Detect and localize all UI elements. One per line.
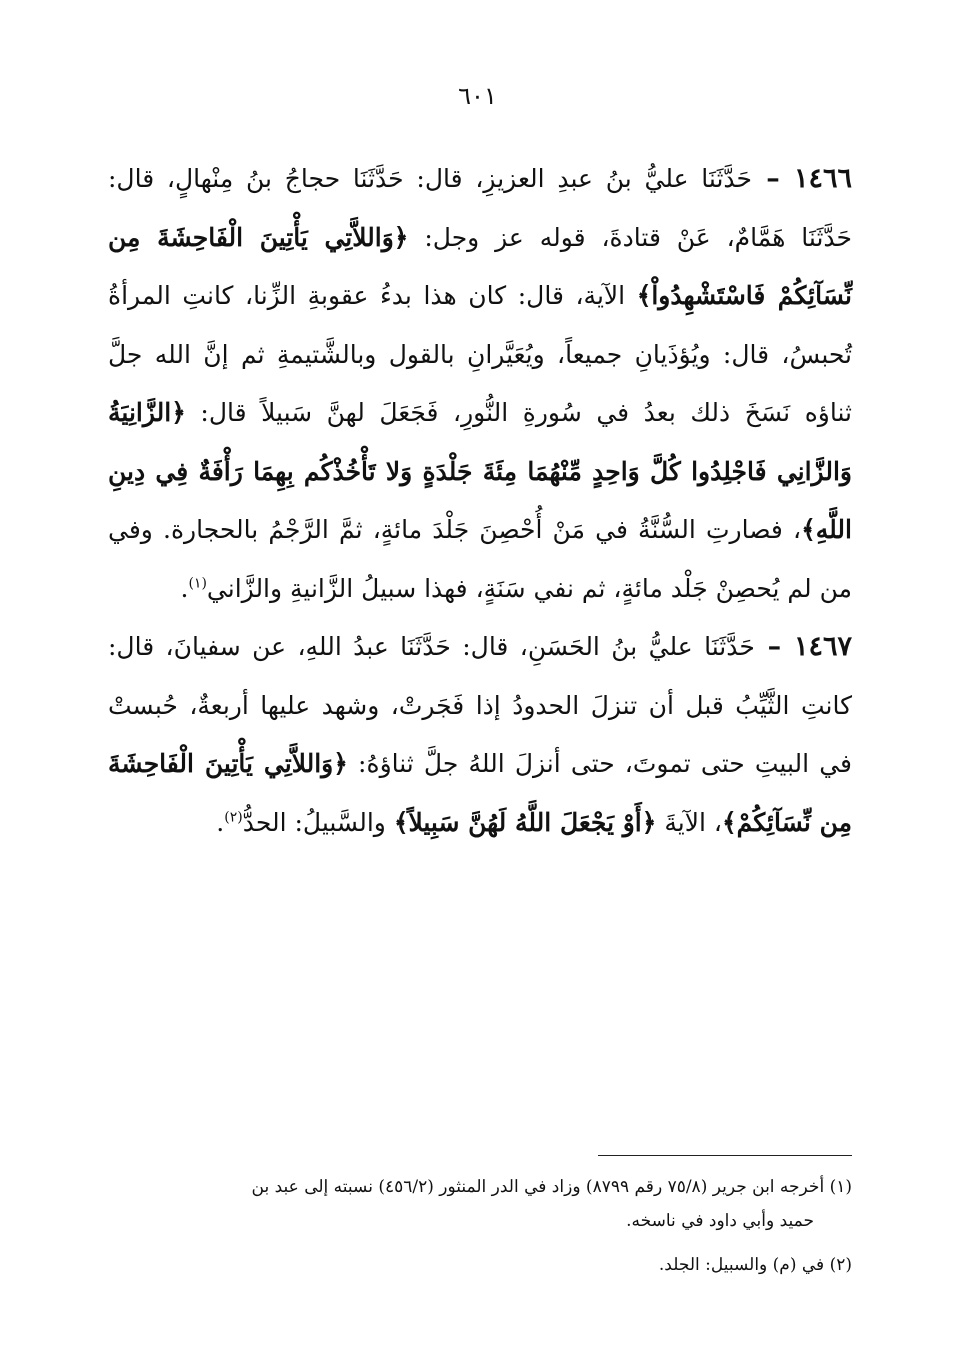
hadith-text: الآية، قال: كان هذا بدءُ عقوبةِ الزِّنا، كانتِ المرأةُ تُحبسُ، قال: ويُؤذَيانِ جميعاً، ويُعَيَّرانِ بالقول وبالشَّتيمةِ ثم إنَّ الله جلَّ ثناؤه نَسَخَ ذلك بعدُ في سُورةِ النُّورِ، فَجَعَلَ لهنَّ سَبيلاً قال: (108, 281, 852, 427)
quran-verse: ﴿وَاللاَّتِي يَأْتِينَ الْفَاحِشَةَ مِن نِّسَآئِكُمْ فَاسْتَشْهِدُواْ﴾ (108, 222, 852, 310)
hadith-number: ١٤٦٧ (793, 631, 852, 662)
footnote-reference[interactable]: (٢) (224, 809, 243, 826)
hadith-dash: – (754, 631, 794, 662)
page-number: ٦٠١ (458, 82, 497, 110)
hadith-text: والسَّبيلُ: الحدُّ (242, 807, 394, 837)
hadith-dash: – (752, 163, 794, 194)
footnote-text-continued: حميد وأبي داود في ناسخه. (626, 1211, 814, 1231)
quran-verse: ﴿وَاللاَّتِي يَأْتِينَ الْفَاحِشَةَ مِن نِّسَآئِكُمْ﴾ (108, 749, 852, 837)
footnote-marker: (١) (829, 1177, 852, 1197)
main-text (108, 150, 852, 852)
footnote-1 (108, 1170, 852, 1238)
footnote-marker: (٢) (829, 1255, 852, 1275)
footnote-divider (598, 1155, 852, 1156)
quran-verse: ﴿أَوْ يَجْعَلَ اللَّهُ لَهُنَّ سَبِيلاً﴾ (393, 807, 657, 837)
quran-verse: ﴿الزَّانِيَةُ وَالزَّانِي فَاجْلِدُوا كُلَّ وَاحِدٍ مِّنْهُمَا مِئَةَ جَلْدَةٍ وَلا تَأْخُذْكُم بِهِمَا رَأْفَةٌ فِي دِينِ اللَّهِ﴾ (108, 398, 852, 544)
hadith-end: . (216, 807, 225, 837)
footnote-reference[interactable]: (١) (188, 575, 207, 592)
footnote-2 (108, 1248, 852, 1282)
hadith-number: ١٤٦٦ (794, 163, 853, 194)
footnote-text: في (م) والسبيل: الجلد. (658, 1255, 825, 1275)
hadith-text: ، الآيةَ (656, 807, 722, 837)
hadith-1467 (108, 618, 852, 852)
hadith-text: حَدَّثَنَا عليُّ بنُ عبدِ العزيزِ، قال: حَدَّثَنَا حجاجُ بنُ مِنْهالٍ، قال: حَدَّثَنَا هَمَّامٌ، عَنْ قتادةَ، قوله عز وجل: (108, 164, 853, 252)
footnote-text: أخرجه ابن جرير (٧٥/٨ رقم ٨٧٩٩) وزاد في الدر المنثور (٤٥٦/٢) نسبته إلى عبد بن (251, 1177, 825, 1197)
hadith-end: . (180, 573, 189, 603)
footnotes (108, 1170, 852, 1292)
hadith-text: حَدَّثَنَا عليُّ بنُ الحَسَنِ، قال: حَدَّثَنَا عبدُ اللهِ، عن سفيانَ، قال: كانتِ الثَّيِّبُ قبل أن تنزلَ الحدودُ إذا فَجَرتْ، وشهد عليها أربعةٌ، حُبستْ في البيتِ حتى تموتَ، حتى أنزلَ اللهُ جلَّ ثناؤهُ: (108, 632, 852, 778)
hadith-text: ، فصارتِ السُّنَّةُ في مَنْ أُحْصِنَ جَلْدَ مائةٍ، ثمَّ الرَّجْمُ بالحجارة. وفي من لم يُحصِنْ جَلْد مائةٍ، ثم نفي سَنَةٍ، فهذا سبيلُ الزَّانيةِ والزَّاني (108, 515, 852, 603)
hadith-1466 (108, 150, 852, 618)
